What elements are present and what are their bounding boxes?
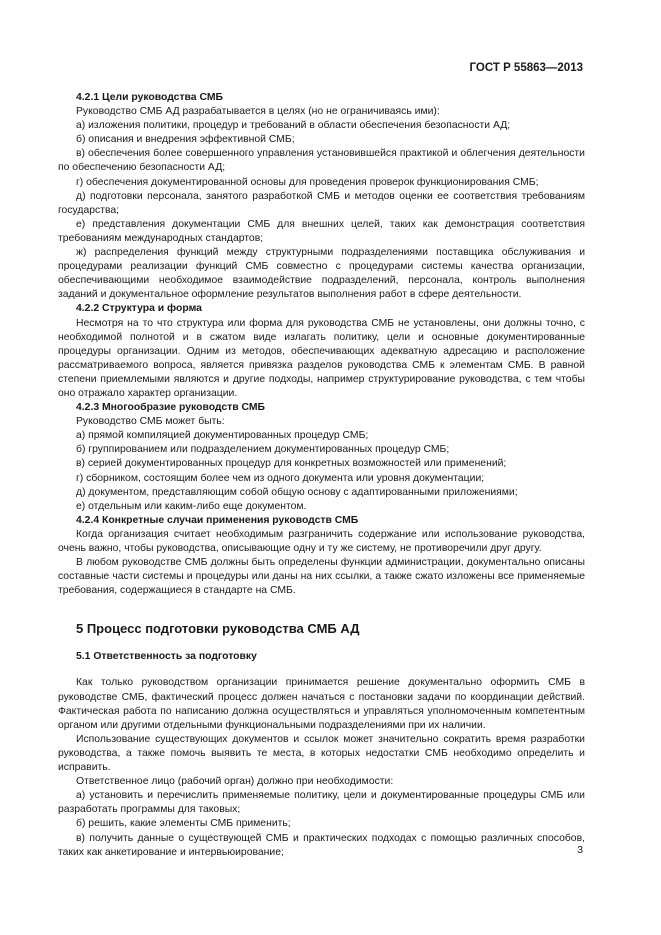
paragraph: Несмотря на то что структура или форма для руководства СМБ не установлены, они должны точно, с необходимой полнотой и в сжатом виде излагать политику, цели и основные документированные процедуры организации. Одним из методов, обеспечивающих адекватную адресацию и расположение рассматриваемого вопроса, является привязка разделов руководства СМБ к элементам СМБ. В равной степени приемлемыми являются и другие подходы, например структурирование руководства, с тем чтобы оно отражало характер организации. (58, 317, 585, 399)
list-item: б) группированием или подразделением документированных процедур СМБ; (76, 444, 450, 456)
section-4-2-2-title: 4.2.2 Структура и форма (76, 303, 202, 315)
list-item: д) подготовки персонала, занятого разработкой СМБ и методов оценки ее соответствия требованиям государства; (58, 190, 585, 216)
section-4-2-4-title: 4.2.4 Конкретные случаи применения руководств СМБ (76, 514, 359, 526)
list-item: б) решить, какие элементы СМБ применить; (76, 818, 291, 830)
paragraph: Как только руководством организации принимается решение документально оформить СМБ в руководстве СМБ, фактический процесс должен начаться с постановки задачи по координации действий. Фактическая работа по написанию должна осуществляться и управляться уполномоченным компетентным органом или другими отдельными функциональными подразделениями при их наличии. (58, 677, 585, 731)
document-body (58, 91, 585, 860)
list-item: е) представления документации СМБ для внешних целей, таких как демонстрация соответствия требованиям международных стандартов; (58, 218, 585, 244)
paragraph: Когда организация считает необходимым разграничить содержание или использование руководства, очень важно, чтобы руководства, описывающие одну и ту же систему, не противоречили друг другу. (58, 528, 585, 554)
section-4-2-1-title: 4.2.1 Цели руководства СМБ (76, 92, 223, 103)
list-item: в) обеспечения более совершенного управления установившейся практикой и облегчения деятельности по обеспечению безопасности АД; (58, 148, 585, 174)
paragraph: Руководство СМБ АД разрабатывается в целях (но не ограничиваясь ими): (76, 106, 440, 118)
list-item: д) документом, представляющим собой общую основу с адаптированными приложениями; (76, 486, 518, 498)
list-item: б) описания и внедрения эффективной СМБ; (76, 134, 295, 146)
section-5-1-title: 5.1 Ответственность за подготовку (76, 651, 257, 663)
list-item: в) получить данные о существующей СМБ и практических подходах с помощью различных способов, таких как анкетирование и интервьюирование; (58, 832, 585, 858)
list-item: е) отдельным или каким-либо еще документом. (76, 500, 307, 512)
paragraph: Использование существующих документов и ссылок может значительно сократить время разработки руководства, а также помочь выявить те места, в которых недостатки СМБ необходимо определить и исправить. (58, 733, 585, 774)
section-5-title: 5 Процесс подготовки руководства СМБ АД (76, 621, 360, 637)
list-item: г) обеспечения документированной основы для проведения проверок функционирования СМБ; (76, 176, 539, 188)
list-item: а) изложения политики, процедур и требований в области обеспечения безопасности АД; (76, 120, 511, 132)
standard-header: ГОСТ Р 55863—2013 (469, 62, 583, 74)
page-number: 3 (577, 845, 583, 856)
list-item: в) серией документированных процедур для конкретных возможностей или применений; (76, 458, 507, 470)
paragraph: В любом руководстве СМБ должны быть определены функции администрации, документально описаны составные части системы и процедуры или даны на них ссылки, а также сжато изложены все применяемые требования, содержащиеся в стандарте на СМБ. (58, 557, 585, 597)
list-item: а) установить и перечислить применяемые политику, цели и документированные процедуры СМБ или разработать программы для таковых; (58, 790, 585, 816)
paragraph: Ответственное лицо (рабочий орган) должно при необходимости: (76, 776, 394, 788)
list-item: ж) распределения функций между структурными подразделениями поставщика обслуживания и процедурами реализации функций СМБ совместно с процедурами системы качества организации, обеспечивающими необходимое взаимодействие подразделений, персонала, контроль выполнения заданий и документальное оформление результатов выполнения работ в сфере деятельности. (58, 247, 585, 301)
section-4-2-3-title: 4.2.3 Многообразие руководств СМБ (76, 402, 265, 414)
paragraph: Руководство СМБ может быть: (76, 416, 225, 428)
list-item: а) прямой компиляцией документированных процедур СМБ; (76, 430, 369, 442)
list-item: г) сборником, состоящим более чем из одного документа или уровня документации; (76, 472, 485, 484)
